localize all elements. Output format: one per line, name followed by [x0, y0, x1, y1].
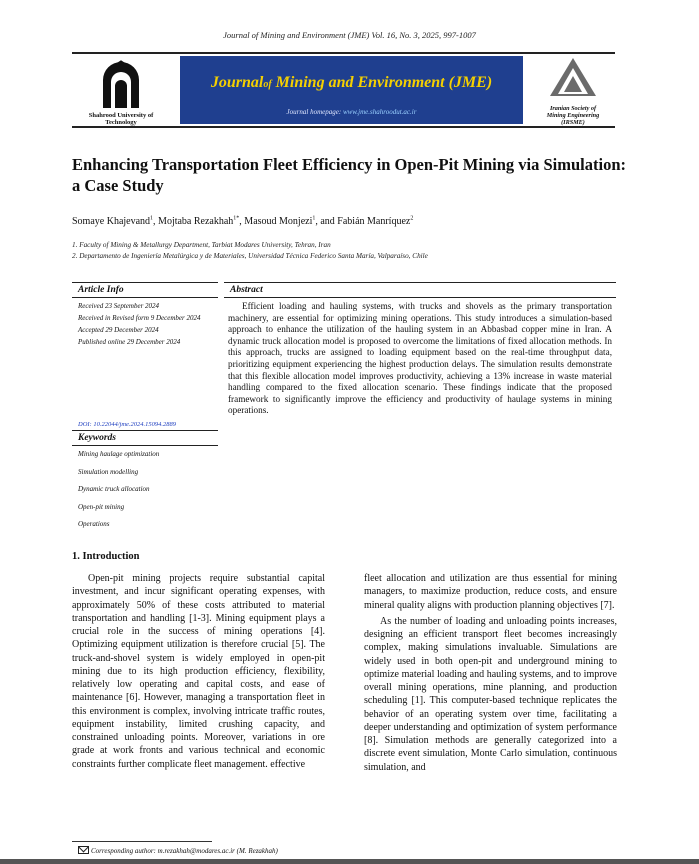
section-heading-introduction: 1. Introduction	[72, 551, 140, 562]
journal-title-b: Mining and Environment (JME)	[271, 74, 493, 91]
right-logo-caption-2: Mining Engineering	[546, 112, 600, 119]
intro-paragraph-2: fleet allocation and utilization are thus essential for mining managers, to maximize production, reduce costs, and ensure mineral quality aligns with production planning objectives [7].	[364, 573, 617, 611]
society-logo	[531, 54, 615, 126]
footnote-divider	[72, 841, 212, 842]
keywords-heading: Keywords	[72, 430, 218, 446]
abstract-heading: Abstract	[224, 282, 616, 298]
intro-paragraph-3: As the number of loading and unloading points increases, designing an efficient transport fleet becomes increasingly complex, making simulations invaluable. Simulations are widely used in both open-pit and underground mining to optimize material loading and hauling systems, and to improve overall mining operations, mine planning, and production scheduling [1]. This computer-based technique replicates the behavior of an operating system over time, facilitating a deeper understanding and optimization of system performance [8]. Simulation methods are generally categorized into a discrete event simulation, Monte Carlo simulation, continuous simulation, and	[364, 615, 617, 773]
affiliation-2: 2. Departamento de Ingeniería Metalúrgica y de Materiales, Universidad Técnica Federico Santa María, Valparaíso, Chile	[72, 252, 428, 260]
corresponding-author-note	[78, 846, 278, 855]
banner-title-block	[180, 56, 523, 124]
body-column-right	[364, 572, 617, 774]
keyword-item: Open-pit mining	[78, 502, 125, 511]
journal-title	[180, 74, 523, 92]
left-logo-caption-1: Shahrood University of	[88, 112, 154, 119]
page-bottom-bar	[0, 859, 699, 864]
paper-title: Enhancing Transportation Fleet Efficiency in Open-Pit Mining via Simulation: a Case Study	[72, 155, 627, 195]
university-logo	[72, 54, 170, 126]
society-emblem-icon	[548, 56, 598, 98]
author-list	[72, 216, 413, 227]
homepage-label: Journal homepage:	[286, 108, 343, 116]
article-info-heading: Article Info	[72, 282, 218, 298]
corresponding-author-text: Corresponding author: m.rezakhah@modares.ac.ir (M. Rezakhah)	[91, 847, 278, 855]
keyword-item: Simulation modelling	[78, 467, 139, 476]
article-dates	[72, 298, 218, 347]
right-logo-caption-3: (IRSME)	[561, 119, 585, 126]
abstract-text: Efficient loading and hauling systems, with trucks and shovels as the primary transportation machinery, are essential for optimizing mining operations. This study introduces a simulation-based approach to enhance the utilization of the hauling system in an Abbasbad copper mine in Iran. A dynamic truck allocation model is proposed to overcome the limitations of fixed allocation methods. In this approach, trucks are assigned to loading equipment based on the real-time throughput data, prioritizing equipment experiencing the highest production delays. The simulation results demonstrate that this flexible allocation model improves productivity, achieving a 13% increase in waste material handling compared to the fixed allocation scenario. These findings indicate that the proposed framework to significantly improve the efficiency and productivity of haulage systems in mining operations.	[228, 301, 612, 416]
university-emblem-icon	[99, 60, 143, 110]
journal-title-a: Journal	[210, 74, 264, 91]
keywords-panel	[72, 430, 218, 534]
keyword-item: Operations	[78, 520, 110, 528]
affiliation-1: 1. Faculty of Mining & Metallurgy Department, Tarbiat Modares University, Tehran, Iran	[72, 241, 331, 249]
left-logo-caption-2: Technology	[105, 119, 137, 126]
published-date: Published online 29 December 2024	[78, 338, 181, 346]
abstract-panel	[224, 282, 616, 417]
journal-title-of: of	[263, 79, 272, 90]
intro-paragraph-1: Open-pit mining projects require substantial capital investment, and incur significant operating expenses, with approximately 50% of these costs attributed to material transportation and handling [1-3]. Mining equipment plays a crucial role in the success of mining operations [4]. Optimizing equipment utilization is therefore crucial [5]. The truck-and-shovel system is widely employed in open-pit mining due to its high production efficiency, flexibility, relatively low operating and capital costs, and ease of maintenance [6]. However, managing a transportation fleet in this environment is complex, involving intricate traffic routes, equipment instability, limited crushing capacity, and constrained unloading points. Moreover, variations in ore grade at work fronts and various technical and economic constraints further complicate fleet management. effective	[72, 573, 325, 770]
journal-homepage	[180, 108, 523, 116]
author-3: Masoud Monjezi$^1$, and	[244, 216, 338, 228]
keyword-item: Dynamic truck allocation	[78, 485, 150, 493]
envelope-icon	[78, 846, 89, 854]
accepted-date: Accepted 29 December 2024	[78, 326, 159, 334]
body-column-left	[72, 572, 325, 771]
article-info-panel	[72, 282, 218, 350]
author-2: Mojtaba Rezakhah$^{1*}$,	[158, 216, 245, 228]
keyword-list	[72, 446, 218, 534]
author-1: Somaye Khajevand$^1$,	[72, 216, 159, 228]
author-4: Fabián Manríquez$^2$	[337, 216, 414, 228]
doi-link[interactable]: DOI: 10.22044/jme.2024.15094.2889	[78, 421, 177, 428]
homepage-link[interactable]: www.jme.shahroodut.ac.ir	[342, 108, 417, 116]
journal-banner	[72, 52, 615, 128]
keyword-item: Mining haulage optimization	[78, 450, 160, 458]
right-logo-caption-1: Iranian Society of	[549, 105, 597, 112]
running-head: Journal of Mining and Environment (JME) Vol. 16, No. 3, 2025, 997-1007	[223, 30, 476, 40]
revised-date: Received in Revised form 9 December 2024	[78, 314, 201, 322]
received-date: Received 23 September 2024	[78, 302, 160, 310]
